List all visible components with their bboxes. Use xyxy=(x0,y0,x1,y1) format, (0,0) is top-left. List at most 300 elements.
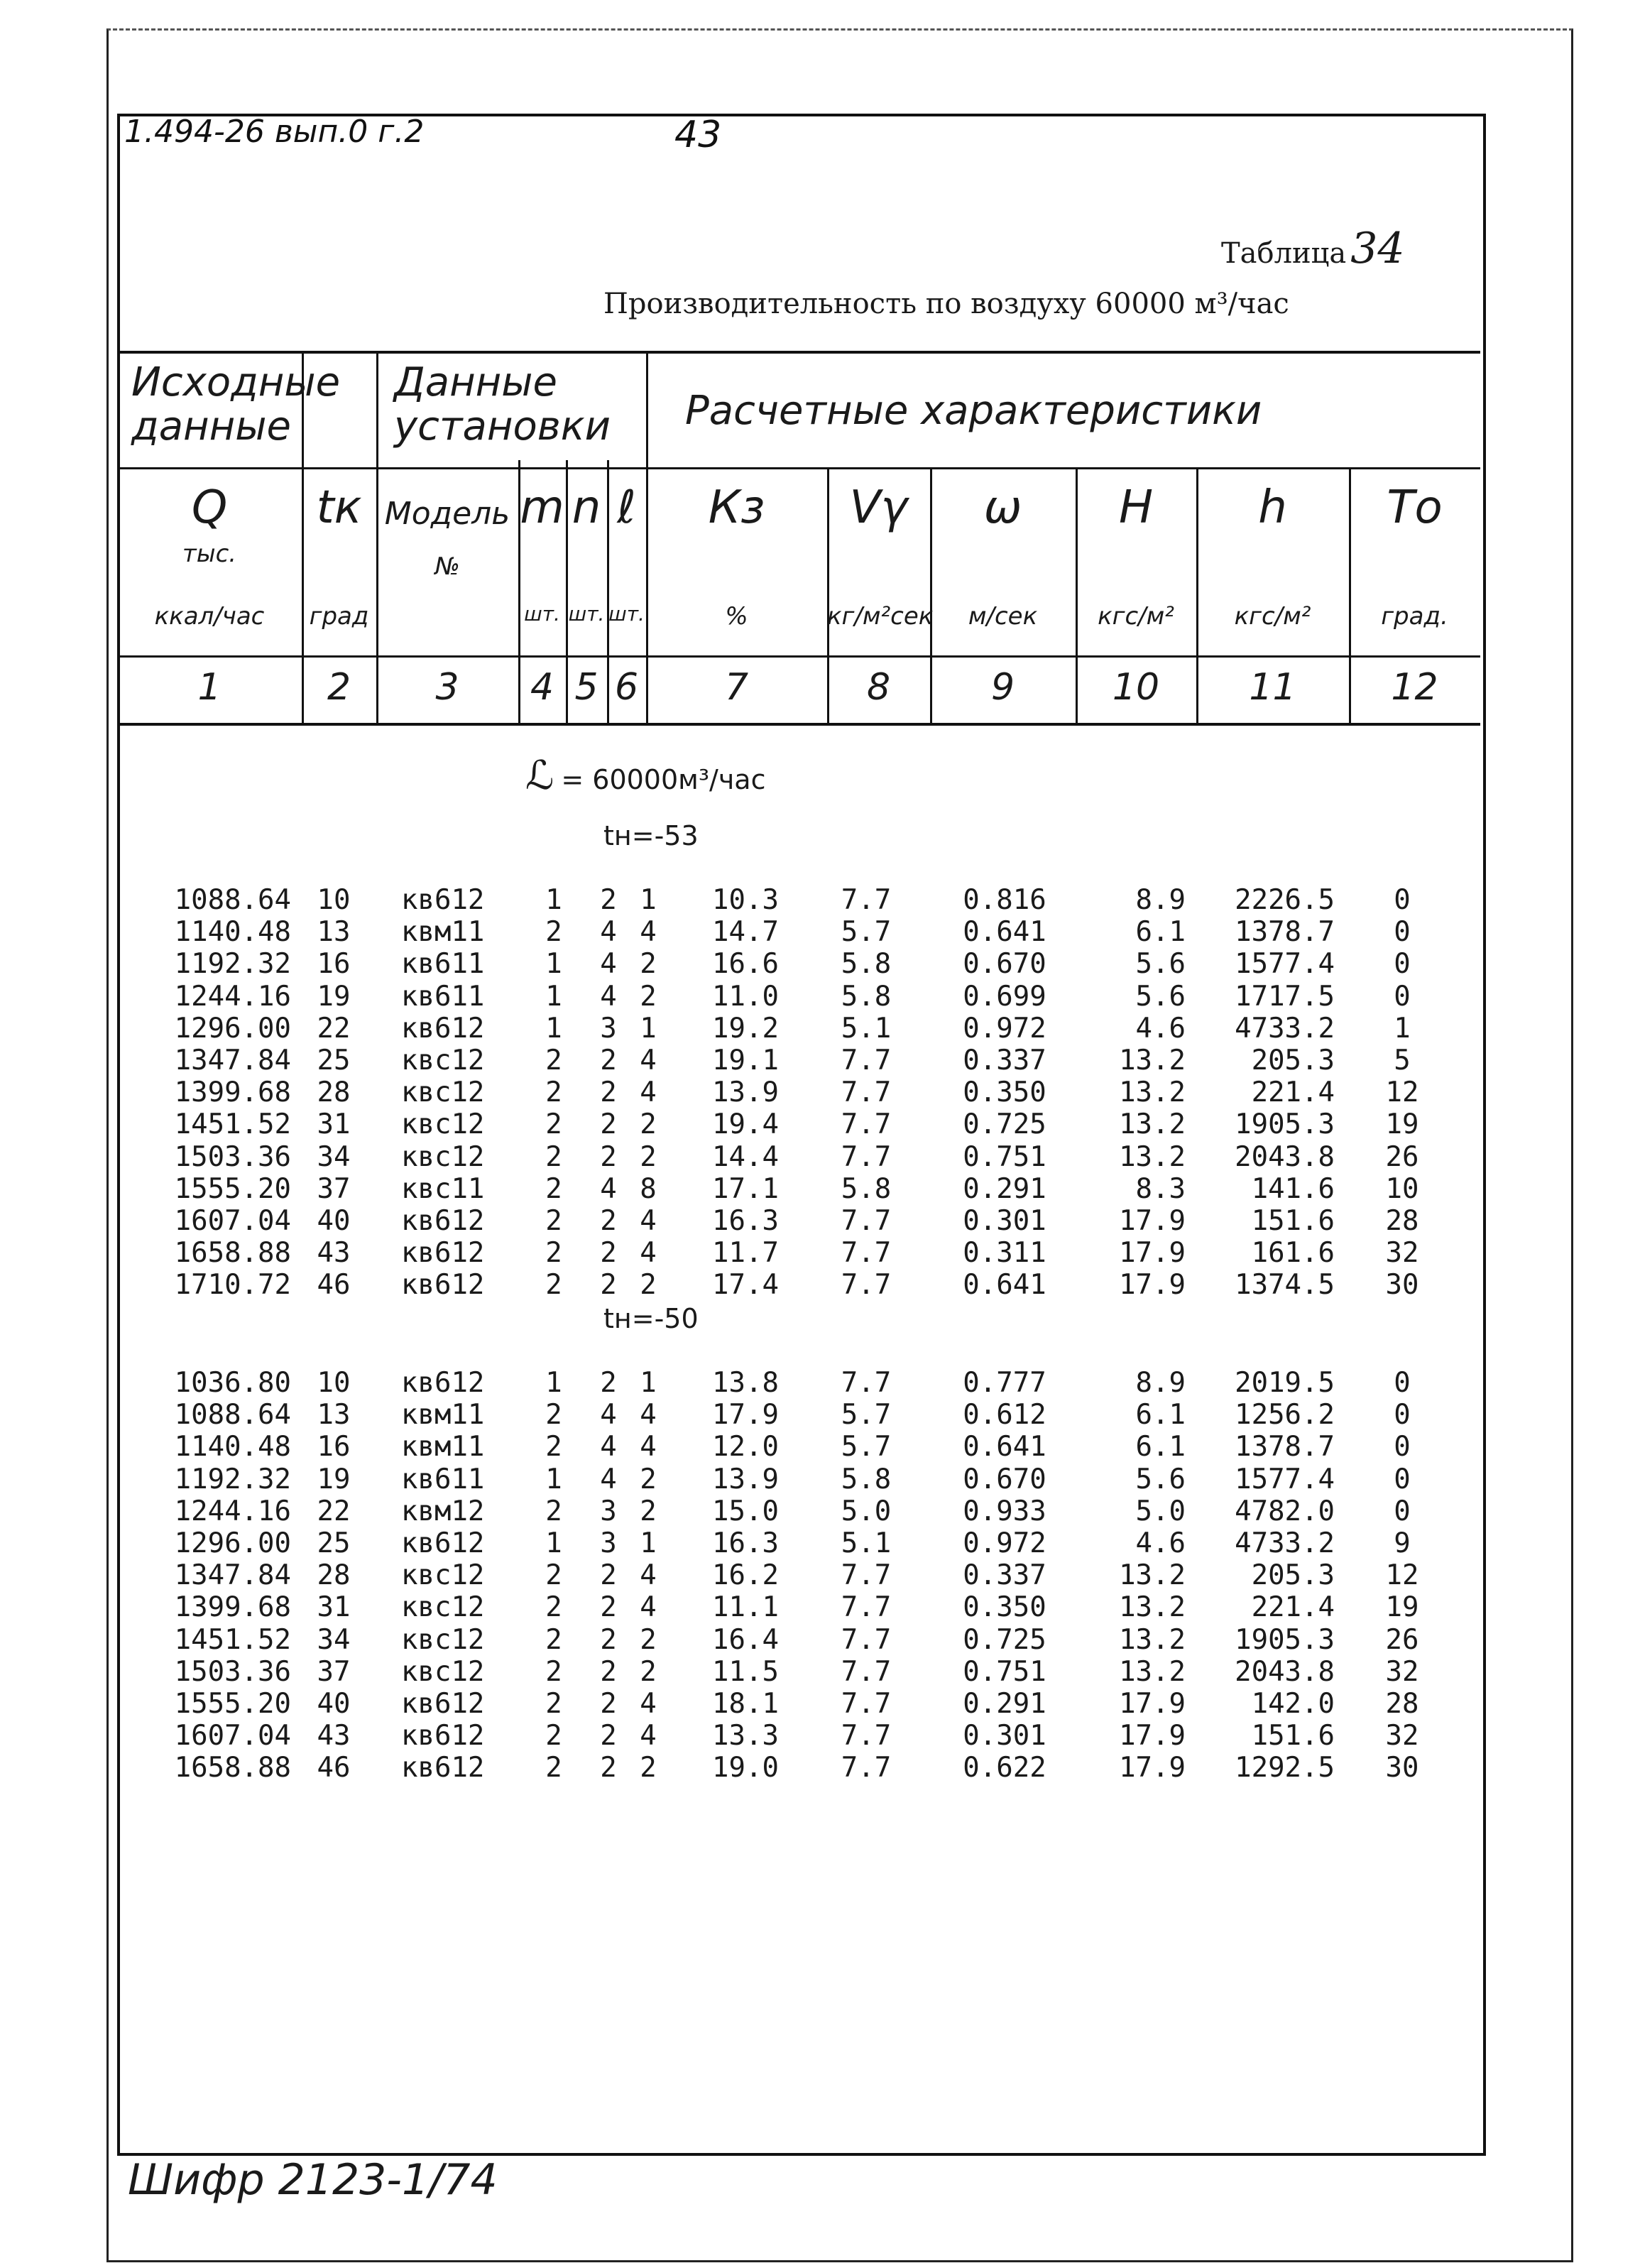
header-rule xyxy=(117,467,1480,469)
table-cell: 16.2 xyxy=(712,1559,779,1592)
flow-symbol: ℒ xyxy=(525,753,554,799)
table-cell: 32 xyxy=(1385,1237,1419,1270)
table-cell: 0.641 xyxy=(963,916,1046,949)
table-cell: 13.2 xyxy=(1119,1076,1186,1109)
column-number-2: 2 xyxy=(327,666,351,709)
section-label: tн=-53 xyxy=(603,820,699,851)
column-number-4: 4 xyxy=(530,666,554,709)
table-cell: 0.816 xyxy=(963,884,1046,916)
table-cell: 3 xyxy=(600,1012,617,1045)
table-cell: 14.4 xyxy=(712,1140,779,1173)
table-cell: 0 xyxy=(1394,1463,1411,1495)
table-cell: 5.1 xyxy=(841,1012,892,1045)
table-cell: 1374.5 xyxy=(1235,1269,1335,1302)
table-cell: 4 xyxy=(600,1463,617,1495)
table-cell: 2 xyxy=(545,1140,562,1173)
table-cell: 13.3 xyxy=(712,1720,779,1752)
table-cell: 1 xyxy=(640,884,657,916)
table-cell: 4 xyxy=(640,916,657,949)
table-cell: 4 xyxy=(600,948,617,981)
table-cell: 16 xyxy=(317,948,351,981)
table-label: Таблица xyxy=(1221,237,1347,270)
table-cell: 1905.3 xyxy=(1235,1108,1335,1141)
table-cell: квс12 xyxy=(401,1559,485,1592)
table-cell: 46 xyxy=(317,1269,351,1302)
table-cell: 0.622 xyxy=(963,1752,1046,1784)
table-cell: 4 xyxy=(640,1559,657,1592)
table-cell: 0.725 xyxy=(963,1108,1046,1141)
table-cell: 1710.72 xyxy=(174,1269,291,1302)
table-cell: 1 xyxy=(640,1012,657,1045)
table-cell: 0 xyxy=(1394,980,1411,1013)
table-cell: 13.2 xyxy=(1119,1140,1186,1173)
column-unit-6: шт. xyxy=(608,602,645,626)
table-cell: 5.0 xyxy=(841,1495,892,1527)
table-cell: 2 xyxy=(640,1108,657,1141)
table-cell: кв611 xyxy=(401,1463,485,1495)
table-cell: 2 xyxy=(545,1655,562,1688)
table-cell: 15.0 xyxy=(712,1495,779,1527)
column-symbol-11: h xyxy=(1258,481,1287,534)
table-cell: 6.1 xyxy=(1135,916,1186,949)
table-cell: 19.2 xyxy=(712,1012,779,1045)
table-cell: 19 xyxy=(1385,1108,1419,1141)
table-cell: 19 xyxy=(317,980,351,1013)
table-cell: квм12 xyxy=(401,1495,485,1527)
table-cell: 2 xyxy=(640,1623,657,1656)
table-cell: 0.933 xyxy=(963,1495,1046,1527)
table-cell: 17.9 xyxy=(1119,1752,1186,1784)
table-cell: 19 xyxy=(1385,1591,1419,1624)
table-cell: 1905.3 xyxy=(1235,1623,1335,1656)
table-cell: 13.2 xyxy=(1119,1045,1186,1076)
table-cell: кв612 xyxy=(401,1205,485,1237)
table-cell: 0 xyxy=(1394,916,1411,949)
table-cell: 1658.88 xyxy=(174,1752,291,1784)
column-symbol-10: H xyxy=(1118,481,1154,534)
column-unit-5: шт. xyxy=(568,602,605,626)
table-cell: 1 xyxy=(545,1463,562,1495)
table-cell: 2 xyxy=(640,1752,657,1784)
table-cell: 0.751 xyxy=(963,1655,1046,1688)
table-cell: 2 xyxy=(600,1655,617,1688)
table-cell: 2 xyxy=(640,948,657,981)
table-cell: 1503.36 xyxy=(174,1140,291,1173)
table-cell: 141.6 xyxy=(1251,1172,1335,1205)
table-cell: 0 xyxy=(1394,1399,1411,1432)
table-cell: 151.6 xyxy=(1251,1205,1335,1237)
table-cell: кв612 xyxy=(401,1527,485,1559)
document-stamp: 1.494-26 вып.0 г.2 xyxy=(124,114,425,150)
table-cell: 8.9 xyxy=(1135,1367,1186,1399)
table-cell: 19 xyxy=(317,1463,351,1495)
table-cell: 2 xyxy=(600,1045,617,1076)
table-cell: 2 xyxy=(545,1108,562,1141)
table-cell: 11.5 xyxy=(712,1655,779,1688)
table-cell: 2 xyxy=(545,1688,562,1720)
table-cell: 1399.68 xyxy=(174,1076,291,1109)
table-cell: 17.9 xyxy=(1119,1269,1186,1302)
table-cell: 10 xyxy=(317,884,351,916)
table-cell: 19.0 xyxy=(712,1752,779,1784)
table-cell: 16.3 xyxy=(712,1205,779,1237)
table-cell: 4 xyxy=(640,1205,657,1237)
table-cell: квс12 xyxy=(401,1655,485,1688)
table-cell: 1503.36 xyxy=(174,1655,291,1688)
table-cell: 22 xyxy=(317,1012,351,1045)
table-cell: кв612 xyxy=(401,1752,485,1784)
table-cell: 1192.32 xyxy=(174,948,291,981)
table-cell: 8.3 xyxy=(1135,1172,1186,1205)
table-cell: 2 xyxy=(545,1399,562,1432)
table-cell: 1292.5 xyxy=(1235,1752,1335,1784)
table-cell: 5.6 xyxy=(1135,1463,1186,1495)
table-cell: 46 xyxy=(317,1752,351,1784)
table-cell: 0.291 xyxy=(963,1172,1046,1205)
table-cell: 1 xyxy=(545,1367,562,1399)
table-cell: 2 xyxy=(640,1655,657,1688)
table-cell: 2 xyxy=(640,980,657,1013)
table-cell: 7.7 xyxy=(841,1269,892,1302)
table-cell: 1256.2 xyxy=(1235,1399,1335,1432)
table-cell: 31 xyxy=(317,1108,351,1141)
table-cell: 4733.2 xyxy=(1235,1012,1335,1045)
table-cell: 9 xyxy=(1394,1527,1411,1559)
table-cell: 2 xyxy=(545,1720,562,1752)
table-cell: 16.6 xyxy=(712,948,779,981)
table-cell: 1036.80 xyxy=(174,1367,291,1399)
table-cell: 0.725 xyxy=(963,1623,1046,1656)
table-cell: 4 xyxy=(640,1399,657,1432)
table-cell: 13.2 xyxy=(1119,1559,1186,1592)
table-cell: 0 xyxy=(1394,1431,1411,1463)
table-cell: 1347.84 xyxy=(174,1559,291,1592)
table-cell: 13.9 xyxy=(712,1463,779,1495)
column-symbol-6: ℓ xyxy=(617,481,636,534)
column-unit-top-3: № xyxy=(434,552,460,581)
table-cell: 34 xyxy=(317,1140,351,1173)
table-cell: 7.7 xyxy=(841,1655,892,1688)
table-cell: 43 xyxy=(317,1237,351,1270)
table-cell: кв612 xyxy=(401,884,485,916)
table-cell: 14.7 xyxy=(712,916,779,949)
table-cell: квс11 xyxy=(401,1172,485,1205)
table-cell: 7.7 xyxy=(841,1367,892,1399)
table-cell: 6.1 xyxy=(1135,1399,1186,1432)
table-cell: 28 xyxy=(317,1559,351,1592)
table-cell: 7.7 xyxy=(841,1623,892,1656)
table-cell: 10.3 xyxy=(712,884,779,916)
table-cell: 5.0 xyxy=(1135,1495,1186,1527)
column-unit-11: кгс/м² xyxy=(1234,602,1311,631)
table-cell: 1 xyxy=(545,948,562,981)
table-cell: 37 xyxy=(317,1172,351,1205)
table-cell: 1140.48 xyxy=(174,1431,291,1463)
table-cell: 0.777 xyxy=(963,1367,1046,1399)
section-label: tн=-50 xyxy=(603,1303,699,1334)
table-cell: 1296.00 xyxy=(174,1527,291,1559)
table-cell: 5.8 xyxy=(841,1172,892,1205)
table-cell: 4782.0 xyxy=(1235,1495,1335,1527)
table-cell: 4 xyxy=(600,980,617,1013)
column-unit-8: кг/м²сек xyxy=(827,602,934,631)
table-cell: 2 xyxy=(545,1495,562,1527)
table-cell: 0.301 xyxy=(963,1205,1046,1237)
table-cell: 10 xyxy=(1385,1172,1419,1205)
table-cell: 2 xyxy=(600,1752,617,1784)
table-cell: 161.6 xyxy=(1251,1237,1335,1270)
table-cell: 13.2 xyxy=(1119,1623,1186,1656)
table-cell: 0.301 xyxy=(963,1720,1046,1752)
table-cell: 0.612 xyxy=(963,1399,1046,1432)
table-cell: 2 xyxy=(545,1752,562,1784)
table-cell: 2 xyxy=(545,1431,562,1463)
table-cell: 8.9 xyxy=(1135,884,1186,916)
table-cell: 2 xyxy=(640,1269,657,1302)
table-cell: 0.751 xyxy=(963,1140,1046,1173)
column-unit-top-1: тыс. xyxy=(182,540,237,568)
table-cell: 30 xyxy=(1385,1269,1419,1302)
table-cell: 11.0 xyxy=(712,980,779,1013)
table-cell: 5.8 xyxy=(841,980,892,1013)
table-cell: квс12 xyxy=(401,1045,485,1076)
table-cell: 4 xyxy=(640,1237,657,1270)
table-cell: 2043.8 xyxy=(1235,1655,1335,1688)
header-group-3: Расчетные характеристики xyxy=(685,388,1262,434)
table-cell: 4 xyxy=(640,1431,657,1463)
table-cell: 37 xyxy=(317,1655,351,1688)
table-cell: 7.7 xyxy=(841,1237,892,1270)
table-cell: 4 xyxy=(640,1720,657,1752)
table-cell: 17.9 xyxy=(1119,1688,1186,1720)
table-cell: 4 xyxy=(600,1172,617,1205)
table-cell: 1399.68 xyxy=(174,1591,291,1624)
table-cell: 13.2 xyxy=(1119,1655,1186,1688)
table-cell: 2043.8 xyxy=(1235,1140,1335,1173)
table-cell: 18.1 xyxy=(712,1688,779,1720)
table-cell: 1 xyxy=(545,1527,562,1559)
header-group-2: Данные установки xyxy=(394,359,611,449)
table-cell: 2 xyxy=(600,1140,617,1173)
table-cell: 32 xyxy=(1385,1655,1419,1688)
table-cell: 11.7 xyxy=(712,1237,779,1270)
table-cell: 1347.84 xyxy=(174,1045,291,1076)
table-cell: квс12 xyxy=(401,1591,485,1624)
column-unit-4: шт. xyxy=(524,602,560,626)
table-cell: 1378.7 xyxy=(1235,916,1335,949)
table-cell: 28 xyxy=(1385,1205,1419,1237)
table-cell: 5.7 xyxy=(841,1431,892,1463)
table-cell: 19.1 xyxy=(712,1045,779,1076)
table-cell: 3 xyxy=(600,1527,617,1559)
table-cell: 4 xyxy=(640,1076,657,1109)
column-symbol-3: Модель xyxy=(384,496,510,532)
table-cell: 13.9 xyxy=(712,1076,779,1109)
table-cell: 0.699 xyxy=(963,980,1046,1013)
table-cell: 25 xyxy=(317,1045,351,1076)
table-cell: 7.7 xyxy=(841,1140,892,1173)
table-cell: 1244.16 xyxy=(174,1495,291,1527)
table-cell: 43 xyxy=(317,1720,351,1752)
table-cell: 17.9 xyxy=(712,1399,779,1432)
table-cell: 17.9 xyxy=(1119,1237,1186,1270)
table-cell: 4 xyxy=(600,916,617,949)
table-cell: 2 xyxy=(600,1269,617,1302)
table-cell: 2 xyxy=(640,1495,657,1527)
table-cell: 12 xyxy=(1385,1076,1419,1109)
table-cell: 2 xyxy=(640,1140,657,1173)
flow-value: = 60000м³/час xyxy=(561,764,766,795)
table-cell: 8 xyxy=(640,1172,657,1205)
table-cell: 4 xyxy=(640,1045,657,1076)
table-cell: 13.2 xyxy=(1119,1591,1186,1624)
table-cell: 34 xyxy=(317,1623,351,1656)
table-cell: 0 xyxy=(1394,948,1411,981)
table-cell: 28 xyxy=(1385,1688,1419,1720)
column-symbol-7: Кз xyxy=(708,481,765,534)
table-cell: 12.0 xyxy=(712,1431,779,1463)
table-cell: 5.8 xyxy=(841,948,892,981)
table-cell: 4 xyxy=(600,1399,617,1432)
table-cell: 40 xyxy=(317,1688,351,1720)
table-cell: 12 xyxy=(1385,1559,1419,1592)
table-cell: 4.6 xyxy=(1135,1012,1186,1045)
table-cell: 5.7 xyxy=(841,1399,892,1432)
table-cell: 16.4 xyxy=(712,1623,779,1656)
table-cell: квм11 xyxy=(401,1399,485,1432)
table-cell: 1577.4 xyxy=(1235,948,1335,981)
column-symbol-12: То xyxy=(1387,481,1443,534)
table-cell: 1 xyxy=(545,980,562,1013)
table-cell: 1 xyxy=(640,1527,657,1559)
table-cell: 0.337 xyxy=(963,1045,1046,1076)
column-symbol-9: ω xyxy=(983,481,1022,534)
table-cell: 13 xyxy=(317,1399,351,1432)
table-cell: 205.3 xyxy=(1251,1559,1335,1592)
table-cell: 0.670 xyxy=(963,948,1046,981)
table-cell: 0.350 xyxy=(963,1591,1046,1624)
table-cell: 0.641 xyxy=(963,1269,1046,1302)
table-cell: 5.7 xyxy=(841,916,892,949)
table-cell: 7.7 xyxy=(841,1752,892,1784)
table-cell: 26 xyxy=(1385,1140,1419,1173)
table-cell: 4 xyxy=(640,1688,657,1720)
table-cell: 13 xyxy=(317,916,351,949)
table-cell: 1717.5 xyxy=(1235,980,1335,1013)
column-symbol-4: m xyxy=(520,481,564,534)
table-cell: 2 xyxy=(600,1108,617,1141)
table-cell: 2 xyxy=(545,1076,562,1109)
table-cell: 1555.20 xyxy=(174,1688,291,1720)
table-cell: 2 xyxy=(545,1205,562,1237)
table-cell: 205.3 xyxy=(1251,1045,1335,1076)
table-cell: 0 xyxy=(1394,884,1411,916)
column-number-12: 12 xyxy=(1391,666,1438,709)
table-cell: 1555.20 xyxy=(174,1172,291,1205)
table-cell: 221.4 xyxy=(1251,1591,1335,1624)
table-cell: 7.7 xyxy=(841,1591,892,1624)
flow-note xyxy=(525,753,765,799)
table-cell: 0.670 xyxy=(963,1463,1046,1495)
table-cell: 5.8 xyxy=(841,1463,892,1495)
table-cell: квм11 xyxy=(401,916,485,949)
table-cell: 0 xyxy=(1394,1495,1411,1527)
cipher-code: Шифр 2123-1/74 xyxy=(128,2155,498,2205)
table-cell: 3 xyxy=(600,1495,617,1527)
table-cell: кв612 xyxy=(401,1269,485,1302)
table-cell: кв612 xyxy=(401,1367,485,1399)
column-number-11: 11 xyxy=(1249,666,1296,709)
table-cell: 7.7 xyxy=(841,1720,892,1752)
table-cell: 28 xyxy=(317,1076,351,1109)
table-cell: 4 xyxy=(600,1431,617,1463)
header-rule xyxy=(117,655,1480,658)
table-cell: 16.3 xyxy=(712,1527,779,1559)
table-cell: 2 xyxy=(600,1367,617,1399)
table-header xyxy=(117,351,1480,726)
table-cell: 0.311 xyxy=(963,1237,1046,1270)
table-cell: 22 xyxy=(317,1495,351,1527)
table-cell: 4.6 xyxy=(1135,1527,1186,1559)
table-cell: 7.7 xyxy=(841,1688,892,1720)
column-number-7: 7 xyxy=(724,666,749,709)
table-cell: 26 xyxy=(1385,1623,1419,1656)
table-cell: 4 xyxy=(640,1591,657,1624)
table-cell: кв612 xyxy=(401,1012,485,1045)
table-cell: 7.7 xyxy=(841,1559,892,1592)
table-cell: 2 xyxy=(640,1463,657,1495)
table-cell: 2 xyxy=(545,1591,562,1624)
table-cell: 1088.64 xyxy=(174,884,291,916)
table-cell: 0.337 xyxy=(963,1559,1046,1592)
table-cell: 1 xyxy=(545,884,562,916)
column-symbol-5: n xyxy=(572,481,601,534)
table-number: 34 xyxy=(1350,224,1405,273)
column-number-5: 5 xyxy=(574,666,598,709)
table-cell: 2226.5 xyxy=(1235,884,1335,916)
table-cell: 0.291 xyxy=(963,1688,1046,1720)
column-unit-10: кгс/м² xyxy=(1098,602,1174,631)
table-cell: 13.2 xyxy=(1119,1108,1186,1141)
table-cell: 2 xyxy=(545,1045,562,1076)
table-cell: 1 xyxy=(545,1012,562,1045)
column-symbol-1: Q xyxy=(191,481,228,534)
column-unit-9: м/сек xyxy=(968,602,1038,631)
table-cell: 16 xyxy=(317,1431,351,1463)
table-cell: 1 xyxy=(640,1367,657,1399)
table-cell: квс12 xyxy=(401,1108,485,1141)
column-number-6: 6 xyxy=(614,666,639,709)
table-cell: 10 xyxy=(317,1367,351,1399)
table-cell: 1451.52 xyxy=(174,1108,291,1141)
table-cell: 1607.04 xyxy=(174,1205,291,1237)
table-cell: 0.972 xyxy=(963,1012,1046,1045)
table-cell: 7.7 xyxy=(841,884,892,916)
table-cell: квс12 xyxy=(401,1140,485,1173)
table-cell: 4733.2 xyxy=(1235,1527,1335,1559)
table-cell: 1658.88 xyxy=(174,1237,291,1270)
table-cell: 221.4 xyxy=(1251,1076,1335,1109)
table-cell: 1577.4 xyxy=(1235,1463,1335,1495)
table-cell: 32 xyxy=(1385,1720,1419,1752)
table-cell: 30 xyxy=(1385,1752,1419,1784)
table-cell: 17.9 xyxy=(1119,1205,1186,1237)
table-cell: кв611 xyxy=(401,948,485,981)
table-cell: 1451.52 xyxy=(174,1623,291,1656)
table-cell: 2 xyxy=(545,916,562,949)
table-cell: 2 xyxy=(600,1623,617,1656)
table-cell: 1378.7 xyxy=(1235,1431,1335,1463)
